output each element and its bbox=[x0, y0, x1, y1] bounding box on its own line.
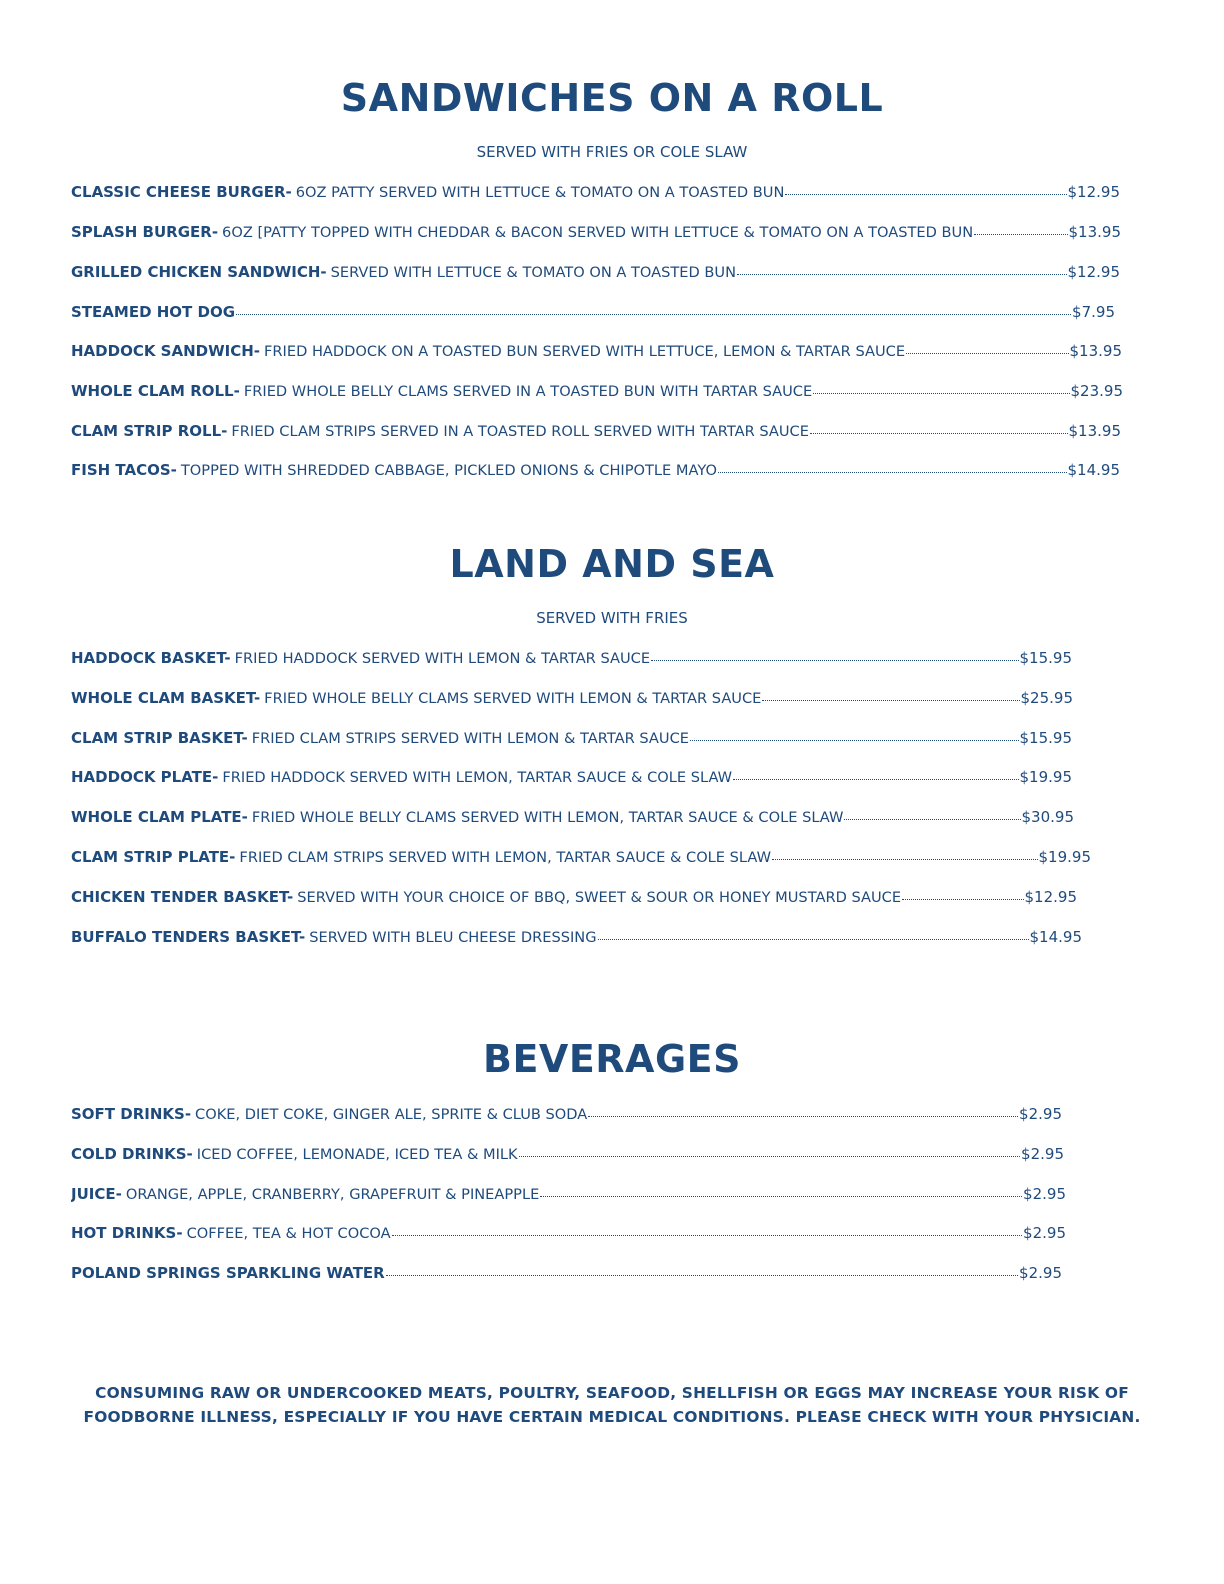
dot-leader bbox=[588, 1104, 1018, 1117]
dot-leader bbox=[810, 421, 1068, 434]
item-description: FRIED CLAM STRIPS SERVED IN A TOASTED ROLL SERVED WITH TARTAR SAUCE bbox=[231, 423, 809, 440]
menu-item bbox=[71, 302, 1115, 322]
item-price: $2.95 bbox=[1019, 1264, 1062, 1282]
dot-leader bbox=[974, 222, 1067, 235]
food-safety-warning: CONSUMING RAW OR UNDERCOOKED MEATS, POULTRY, SEAFOOD, SHELLFISH OR EGGS MAY INCREASE YOUR RISK OF FOODBORNE ILLNESS, ESPECIALLY IF YOU HAVE CERTAIN MEDICAL CONDITIONS. PLEASE CHECK WITH YOUR PHYSICIAN. bbox=[83, 1384, 1141, 1426]
item-description: FRIED HADDOCK ON A TOASTED BUN SERVED WITH LETTUCE, LEMON & TARTAR SAUCE bbox=[264, 343, 906, 360]
item-description: FRIED WHOLE BELLY CLAMS SERVED IN A TOASTED BUN WITH TARTAR SAUCE bbox=[243, 383, 813, 400]
item-price: $15.95 bbox=[1019, 649, 1072, 667]
dot-leader bbox=[733, 767, 1018, 780]
dot-leader bbox=[651, 648, 1018, 661]
menu-item bbox=[71, 728, 1072, 748]
dot-leader bbox=[785, 182, 1066, 195]
dot-leader bbox=[392, 1223, 1022, 1236]
item-description: FRIED WHOLE BELLY CLAMS SERVED WITH LEMON & TARTAR SAUCE bbox=[264, 690, 762, 707]
item-price: $7.95 bbox=[1072, 303, 1115, 321]
item-price: $2.95 bbox=[1019, 1105, 1062, 1123]
section-title: SANDWICHES ON A ROLL bbox=[340, 76, 884, 120]
item-price: $13.95 bbox=[1068, 422, 1121, 440]
dot-leader bbox=[690, 728, 1019, 741]
menu-item bbox=[71, 262, 1120, 282]
dot-leader bbox=[519, 1144, 1020, 1157]
item-price: $19.95 bbox=[1019, 768, 1072, 786]
item-description: ICED COFFEE, LEMONADE, ICED TEA & MILK bbox=[196, 1146, 518, 1163]
item-description: TOPPED WITH SHREDDED CABBAGE, PICKLED ONIONS & CHIPOTLE MAYO bbox=[180, 462, 717, 479]
dot-leader bbox=[386, 1263, 1018, 1276]
menu-item bbox=[71, 648, 1072, 668]
item-name: POLAND SPRINGS SPARKLING WATER bbox=[71, 1264, 385, 1282]
item-name: SOFT DRINKS- bbox=[71, 1105, 192, 1123]
dot-leader bbox=[844, 807, 1020, 820]
item-name: STEAMED HOT DOG bbox=[71, 303, 236, 321]
menu-item bbox=[71, 381, 1123, 401]
menu-item bbox=[71, 421, 1121, 441]
item-description: COFFEE, TEA & HOT COCOA bbox=[186, 1225, 391, 1242]
dot-leader bbox=[813, 381, 1069, 394]
item-name: HADDOCK BASKET- bbox=[71, 649, 231, 667]
dot-leader bbox=[902, 887, 1023, 900]
section-subtitle: SERVED WITH FRIES bbox=[536, 609, 688, 627]
dot-leader bbox=[906, 341, 1068, 354]
item-name: HADDOCK PLATE- bbox=[71, 768, 219, 786]
menu-item bbox=[71, 887, 1077, 907]
menu-item bbox=[71, 847, 1091, 867]
menu-item bbox=[71, 460, 1120, 480]
section-title: BEVERAGES bbox=[483, 1037, 741, 1081]
item-description: 6OZ [PATTY TOPPED WITH CHEDDAR & BACON SERVED WITH LETTUCE & TOMATO ON A TOASTED BUN bbox=[222, 224, 974, 241]
menu-item bbox=[71, 767, 1072, 787]
item-name: COLD DRINKS- bbox=[71, 1145, 193, 1163]
item-name: WHOLE CLAM ROLL- bbox=[71, 382, 240, 400]
dot-leader bbox=[718, 460, 1067, 473]
item-description: SERVED WITH BLEU CHEESE DRESSING bbox=[309, 929, 597, 946]
item-description: FRIED CLAM STRIPS SERVED WITH LEMON, TARTAR SAUCE & COLE SLAW bbox=[239, 849, 772, 866]
menu-item bbox=[71, 927, 1082, 947]
item-name: CLAM STRIP BASKET- bbox=[71, 729, 248, 747]
item-price: $14.95 bbox=[1029, 928, 1082, 946]
section-subtitle: SERVED WITH FRIES OR COLE SLAW bbox=[476, 143, 748, 161]
item-name: CHICKEN TENDER BASKET- bbox=[71, 888, 294, 906]
item-description: FRIED WHOLE BELLY CLAMS SERVED WITH LEMON, TARTAR SAUCE & COLE SLAW bbox=[251, 809, 844, 826]
item-price: $15.95 bbox=[1019, 729, 1072, 747]
item-name: CLAM STRIP ROLL- bbox=[71, 422, 228, 440]
item-name: BUFFALO TENDERS BASKET- bbox=[71, 928, 306, 946]
dot-leader bbox=[772, 847, 1037, 860]
menu-item bbox=[71, 1223, 1066, 1243]
item-price: $13.95 bbox=[1068, 223, 1121, 241]
item-description: 6OZ PATTY SERVED WITH LETTUCE & TOMATO ON A TOASTED BUN bbox=[295, 184, 785, 201]
item-price: $30.95 bbox=[1021, 808, 1074, 826]
menu-item bbox=[71, 807, 1074, 827]
menu-item bbox=[71, 688, 1073, 708]
item-description: SERVED WITH LETTUCE & TOMATO ON A TOASTED BUN bbox=[330, 264, 737, 281]
item-name: WHOLE CLAM PLATE- bbox=[71, 808, 248, 826]
item-name: CLASSIC CHEESE BURGER- bbox=[71, 183, 292, 201]
item-price: $12.95 bbox=[1067, 183, 1120, 201]
dot-leader bbox=[737, 262, 1066, 275]
dot-leader bbox=[236, 302, 1071, 315]
menu-item bbox=[71, 1144, 1064, 1164]
item-description: ORANGE, APPLE, CRANBERRY, GRAPEFRUIT & PINEAPPLE bbox=[125, 1186, 540, 1203]
dot-leader bbox=[598, 927, 1029, 940]
dot-leader bbox=[762, 688, 1019, 701]
item-name: SPLASH BURGER- bbox=[71, 223, 219, 241]
item-price: $19.95 bbox=[1038, 848, 1091, 866]
menu-item bbox=[71, 182, 1120, 202]
item-description: FRIED CLAM STRIPS SERVED WITH LEMON & TARTAR SAUCE bbox=[251, 730, 689, 747]
item-description: FRIED HADDOCK SERVED WITH LEMON & TARTAR SAUCE bbox=[234, 650, 651, 667]
menu-item bbox=[71, 1104, 1062, 1124]
menu-item bbox=[71, 1184, 1066, 1204]
item-price: $25.95 bbox=[1020, 689, 1073, 707]
item-name: WHOLE CLAM BASKET- bbox=[71, 689, 261, 707]
item-name: FISH TACOS- bbox=[71, 461, 177, 479]
menu-item bbox=[71, 341, 1122, 361]
item-price: $2.95 bbox=[1023, 1224, 1066, 1242]
item-name: HADDOCK SANDWICH- bbox=[71, 342, 261, 360]
menu-item bbox=[71, 222, 1121, 242]
item-name: HOT DRINKS- bbox=[71, 1224, 183, 1242]
item-price: $2.95 bbox=[1023, 1185, 1066, 1203]
item-price: $12.95 bbox=[1024, 888, 1077, 906]
item-price: $2.95 bbox=[1021, 1145, 1064, 1163]
item-name: GRILLED CHICKEN SANDWICH- bbox=[71, 263, 327, 281]
item-description: FRIED HADDOCK SERVED WITH LEMON, TARTAR SAUCE & COLE SLAW bbox=[222, 769, 733, 786]
dot-leader bbox=[540, 1184, 1022, 1197]
item-price: $13.95 bbox=[1069, 342, 1122, 360]
item-name: CLAM STRIP PLATE- bbox=[71, 848, 236, 866]
item-description: SERVED WITH YOUR CHOICE OF BBQ, SWEET & SOUR OR HONEY MUSTARD SAUCE bbox=[297, 889, 902, 906]
item-name: JUICE- bbox=[71, 1185, 122, 1203]
item-price: $23.95 bbox=[1070, 382, 1123, 400]
section-title: LAND AND SEA bbox=[449, 542, 775, 586]
item-price: $12.95 bbox=[1067, 263, 1120, 281]
menu-item bbox=[71, 1263, 1062, 1283]
item-description: COKE, DIET COKE, GINGER ALE, SPRITE & CLUB SODA bbox=[195, 1106, 588, 1123]
item-price: $14.95 bbox=[1067, 461, 1120, 479]
